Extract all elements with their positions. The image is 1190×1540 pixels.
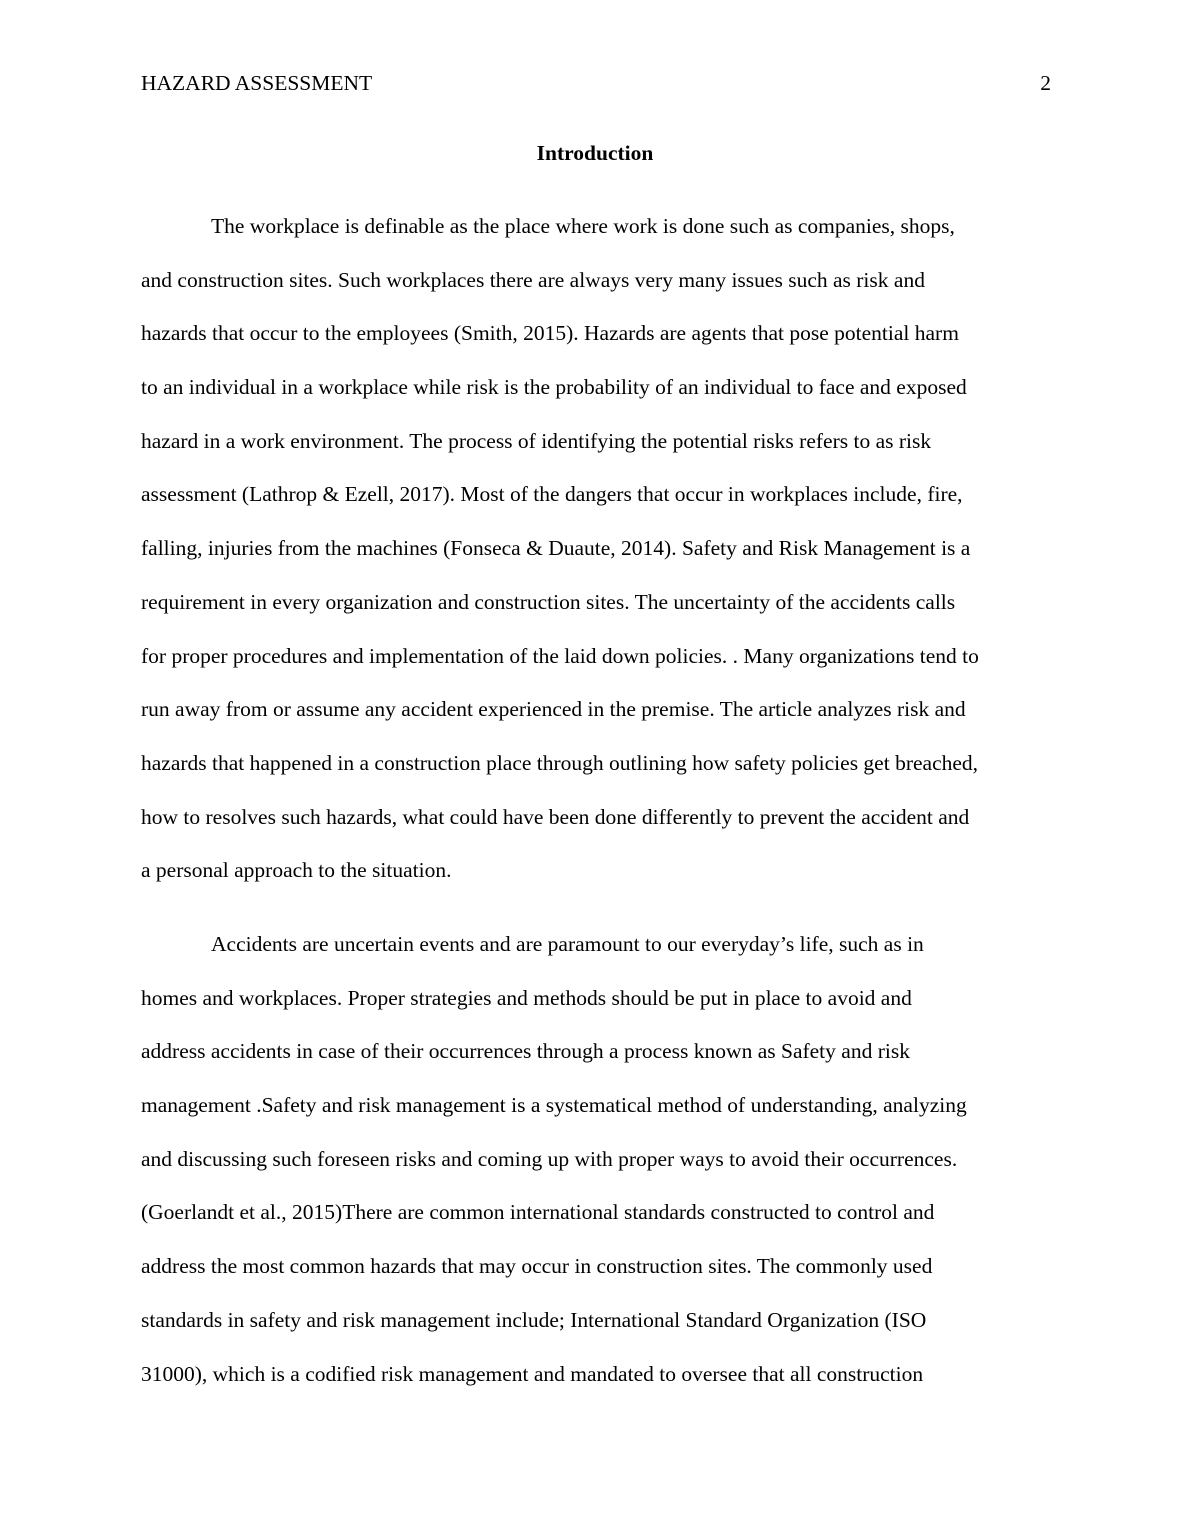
- text-line: for proper procedures and implementation of the laid down policies. . Many organizations tend to: [141, 643, 979, 668]
- text-line: 31000), which is a codified risk management and mandated to oversee that all construction: [141, 1361, 924, 1386]
- text-line: standards in safety and risk management include; International Standard Organization (ISO: [141, 1307, 927, 1332]
- text-line: hazards that happened in a construction place through outlining how safety policies get breached,: [141, 750, 979, 775]
- text-line: falling, injuries from the machines (Fonseca & Duaute, 2014). Safety and Risk Management is a: [141, 536, 971, 561]
- text-line: address accidents in case of their occurrences through a process known as Safety and risk: [141, 1039, 910, 1064]
- text-line: assessment (Lathrop & Ezell, 2017). Most of the dangers that occur in workplaces include, fire,: [141, 482, 963, 507]
- text-line: requirement in every organization and construction sites. The uncertainty of the accidents calls: [141, 589, 956, 614]
- text-line: and discussing such foreseen risks and coming up with proper ways to avoid their occurrences.: [141, 1146, 958, 1171]
- text-line: a personal approach to the situation.: [141, 858, 452, 883]
- text-line: homes and workplaces. Proper strategies and methods should be put in place to avoid and: [141, 985, 912, 1010]
- paragraph-1: [141, 212, 1051, 910]
- text-line: to an individual in a workplace while risk is the probability of an individual to face and exposed: [141, 375, 967, 400]
- text-line: and construction sites. Such workplaces there are always very many issues such as risk and: [141, 267, 925, 292]
- text-line: (Goerlandt et al., 2015)There are common international standards constructed to control and: [141, 1200, 935, 1225]
- text-line: address the most common hazards that may occur in construction sites. The commonly used: [141, 1254, 933, 1279]
- text-line: hazard in a work environment. The process of identifying the potential risks refers to as risk: [141, 428, 932, 453]
- page-header: [141, 71, 1051, 99]
- section-title: Introduction: [536, 141, 654, 165]
- text-line: how to resolves such hazards, what could have been done differently to prevent the accident and: [141, 804, 970, 829]
- page-number: 2: [1040, 71, 1051, 95]
- text-line: run away from or assume any accident experienced in the premise. The article analyzes risk and: [141, 697, 966, 722]
- text-line: hazards that occur to the employees (Smith, 2015). Hazards are agents that pose potential harm: [141, 321, 959, 346]
- running-head: HAZARD ASSESSMENT: [141, 71, 373, 95]
- text-line: The workplace is definable as the place where work is done such as companies, shops,: [211, 214, 955, 238]
- text-line: Accidents are uncertain events and are paramount to our everyday’s life, such as in: [211, 932, 924, 956]
- text-line: management .Safety and risk management is a systematical method of understanding, analyzing: [141, 1093, 967, 1118]
- paragraph-2: [141, 930, 1051, 1413]
